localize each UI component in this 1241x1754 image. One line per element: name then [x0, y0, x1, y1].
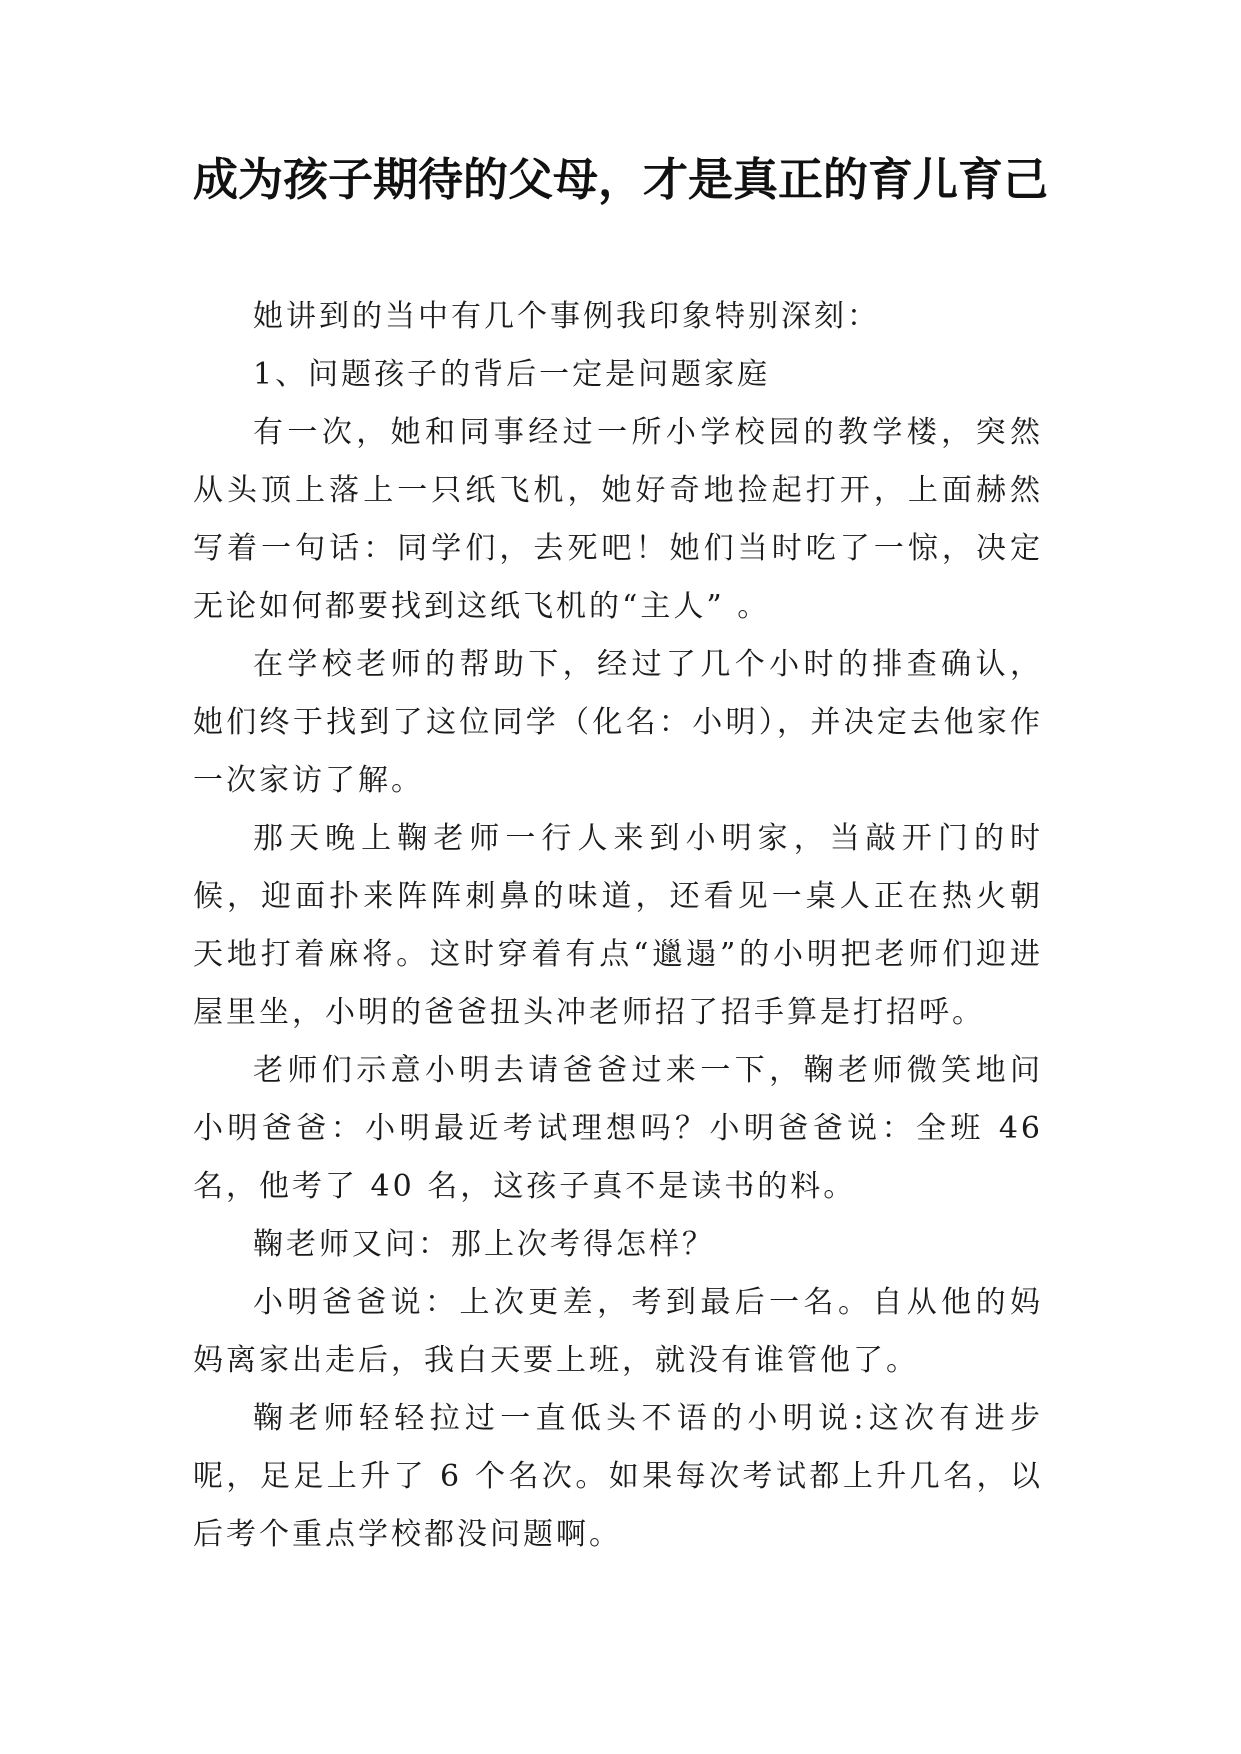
- paragraph: 鞠老师轻轻拉过一直低头不语的小明说:这次有进步呢，足足上升了 6 个名次。如果每次考试都上升几名，以后考个重点学校都没问题啊。: [193, 1401, 1043, 1552]
- paragraph: 小明爸爸说：上次更差，考到最后一名。自从他的妈妈离家出走后，我白天要上班，就没有谁管他了。: [193, 1285, 1043, 1378]
- document-title: 成为孩子期待的父母，才是真正的育儿育己: [192, 153, 1048, 206]
- paragraph: 1、问题孩子的背后一定是问题家庭: [253, 357, 771, 392]
- paragraph: 有一次，她和同事经过一所小学校园的教学楼，突然从头顶上落上一只纸飞机，她好奇地捡起打开，上面赫然写着一句话：同学们，去死吧！她们当时吃了一惊，决定无论如何都要找到这纸飞机的“主人” 。: [193, 415, 1043, 624]
- document-body: [193, 288, 1043, 1564]
- paragraph: 那天晚上鞠老师一行人来到小明家，当敲开门的时候，迎面扑来阵阵刺鼻的味道，还看见一桌人正在热火朝天地打着麻将。这时穿着有点“邋遢”的小明把老师们迎进屋里坐，小明的爸爸扭头冲老师招了招手算是打招呼。: [193, 821, 1043, 1030]
- paragraph: 鞠老师又问：那上次考得怎样？: [253, 1227, 715, 1262]
- paragraph: 在学校老师的帮助下，经过了几个小时的排查确认，她们终于找到了这位同学（化名：小明），并决定去他家作一次家访了解。: [193, 647, 1043, 798]
- paragraph: 她讲到的当中有几个事例我印象特别深刻：: [253, 299, 880, 334]
- paragraph: 老师们示意小明去请爸爸过来一下，鞠老师微笑地问小明爸爸：小明最近考试理想吗？小明爸爸说：全班 46 名，他考了 40 名，这孩子真不是读书的料。: [193, 1053, 1043, 1204]
